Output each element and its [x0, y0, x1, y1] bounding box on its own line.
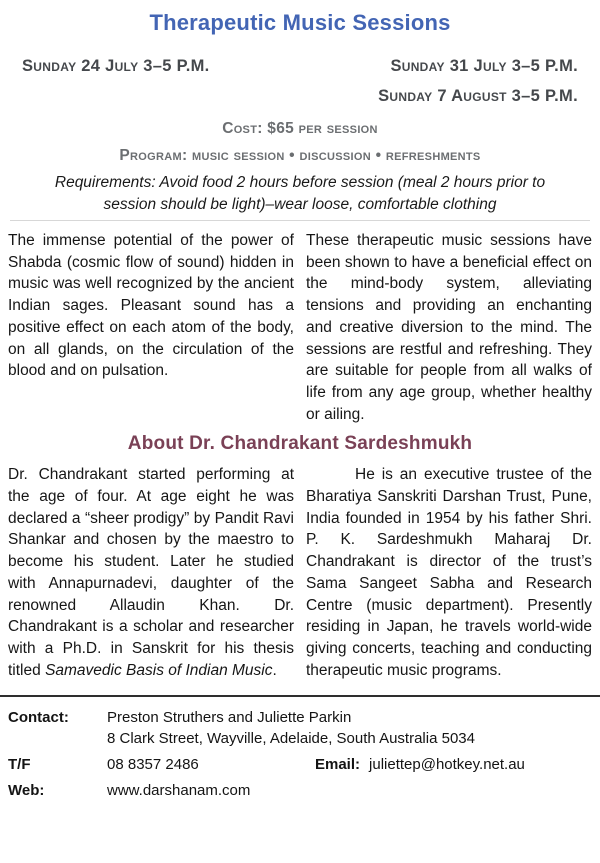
contact-address: 8 Clark Street, Wayville, Adelaide, South Australia 5034	[107, 730, 475, 748]
contact-row-name	[8, 707, 592, 749]
program-line: Program: music session • discussion • refreshments	[119, 147, 481, 164]
web-label: Web:	[8, 782, 45, 800]
cost-line: Cost: $65 per session	[222, 120, 378, 137]
email-label: Email:	[315, 756, 361, 774]
about-columns	[8, 464, 592, 681]
session-date-2: Sunday 31 July 3–5 P.M.	[390, 57, 578, 75]
page-title: Therapeutic Music Sessions	[149, 10, 451, 35]
phone-number: 08 8357 2486	[107, 756, 199, 774]
thesis-title: Samavedic Basis of Indian Music	[45, 661, 273, 679]
about-right-paragraph: He is an executive trustee of the Bharatiya Sanskriti Darshan Trust, Pune, India founded in 1954 by his father Shri. P. K. Sardeshmukh Maharaj Dr. Chandrakant is director of the trust’s Sama Sangeet Sabha and Research Centre (music department). Presently residing in Japan, he travels world-wide giving concerts, teaching and conducting therapeutic music programs.	[306, 466, 592, 679]
about-left-paragraph	[8, 464, 294, 681]
footer-divider	[0, 695, 600, 697]
session-date-1: Sunday 24 July 3–5 P.M.	[22, 57, 210, 75]
website-url: www.darshanam.com	[107, 782, 251, 800]
session-dates-row-2	[22, 87, 578, 106]
session-dates-row-1	[22, 57, 578, 76]
contact-name: Preston Struthers and Juliette Parkin	[107, 709, 352, 727]
about-left-period: .	[272, 661, 277, 679]
contact-label: Contact:	[8, 709, 69, 727]
section-divider	[10, 220, 590, 221]
intro-left-paragraph: The immense potential of the power of Shabda (cosmic flow of sound) hidden in music was well recognized by the ancient Indian sages. Pleasant sound has a positive effect on each atom of the body, on all glands, on the circulation of the blood and on pulsation.	[8, 232, 294, 380]
contact-row-phone-email	[8, 754, 592, 775]
email-address: juliettep@hotkey.net.au	[369, 756, 525, 774]
intro-columns	[8, 230, 592, 425]
phone-label: T/F	[8, 756, 31, 774]
requirements-note: Requirements: Avoid food 2 hours before session (meal 2 hours prior to session should be light)–wear loose, comfortable clothing	[54, 174, 546, 213]
contact-block	[8, 707, 592, 801]
session-date-3: Sunday 7 August 3–5 P.M.	[378, 87, 578, 105]
session-dates	[8, 57, 592, 106]
intro-right-paragraph: These therapeutic music sessions have been shown to have a beneficial effect on the mind-body system, alleviating tensions and providing an enchanting and creative diversion to the mind. The sessions are restful and refreshing. They are suitable for people from all walks of life from any age group, whether healthy or ailing.	[306, 232, 592, 423]
about-left-text: Dr. Chandrakant started performing at the age of four. At age eight he was declared a “sheer prodigy” by Pandit Ravi Shankar and chosen by the maestro to become his student. Later he studied with Annapurnadevi, daughter of the renowned Allaudin Khan. Dr. Chandrakant is a scholar and researcher with a Ph.D. in Sanskrit for his thesis titled	[8, 466, 294, 679]
contact-row-web	[8, 780, 592, 801]
contact-name-address	[107, 707, 475, 749]
about-heading: About Dr. Chandrakant Sardeshmukh	[127, 433, 473, 455]
